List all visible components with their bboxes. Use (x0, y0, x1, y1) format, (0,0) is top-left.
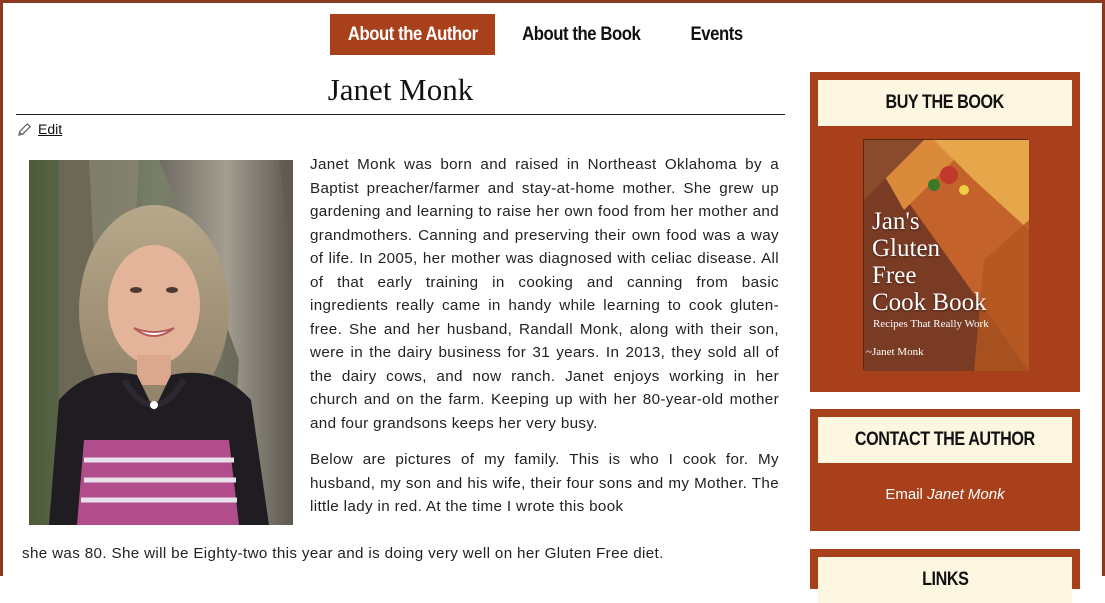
top-nav (330, 14, 767, 55)
author-photo (29, 160, 293, 525)
contact-email-line (818, 486, 1072, 503)
book-title-line: Cook Book (872, 289, 987, 316)
family-paragraph-continued: she was 80. She will be Eighty-two this year and is doing very well on her Gluten Free diet. (22, 545, 664, 562)
widget-title (818, 557, 1072, 603)
family-paragraph: Below are pictures of my family. This is who I cook for. My husband, my son and his wife, their four sons and my Mother. The little lady in red. At the time I wrote this book (310, 451, 779, 515)
book-title-line: Gluten (872, 235, 941, 262)
nav-label: About the Book (521, 24, 641, 45)
book-title-line: Jan's (872, 208, 920, 235)
edit-label: Edit (38, 121, 63, 137)
pencil-icon (17, 122, 32, 137)
widget-title-text: CONTACT THE AUTHOR (855, 429, 1035, 450)
widget-title (818, 417, 1072, 463)
widget-title-text: LINKS (921, 569, 969, 590)
book-cover-title (872, 208, 987, 316)
book-title-line: Free (872, 262, 917, 289)
nav-label: About the Author (347, 24, 478, 45)
email-author-link[interactable]: Janet Monk (927, 486, 1005, 503)
author-photo-image (29, 160, 293, 525)
nav-item-about-author[interactable] (330, 14, 495, 55)
book-cover-subtitle: Recipes That Really Work (873, 318, 989, 330)
widget-title-text: BUY THE BOOK (885, 92, 1005, 113)
email-prefix: Email (885, 486, 923, 503)
edit-link[interactable] (17, 121, 62, 137)
author-bio (310, 153, 779, 519)
page-title: Janet Monk (16, 70, 785, 115)
widget-title (818, 80, 1072, 126)
bio-paragraph: Janet Monk was born and raised in Northeast Oklahoma by a Baptist preacher/farmer and stay-at-home mother. She grew up gardening and learning to raise her own food from her mother and grandmothers. Canning and preserving their own food was a way of life. In 2005, her mother was diagnosed with celiac disease. All of that early training in cooking and canning from basic ingredients really came in handy while learning to cook gluten-free. She and her husband, Randall Monk, along with their son, were in the dairy business for 31 years. In 2013, they sold all of the dairy cows, and now ranch. Janet enjoys working in her church and on the farm. Keeping up with her 80-year-old mother and four grandsons keeps her very busy. (310, 156, 779, 432)
links-widget (810, 549, 1080, 589)
book-cover-author: ~Janet Monk (866, 346, 924, 358)
contact-author-widget (810, 409, 1080, 531)
nav-item-events[interactable] (667, 14, 767, 55)
book-cover[interactable] (863, 139, 1028, 370)
nav-label: Events (690, 24, 744, 45)
buy-book-widget (810, 72, 1080, 392)
nav-item-about-book[interactable] (495, 14, 667, 55)
